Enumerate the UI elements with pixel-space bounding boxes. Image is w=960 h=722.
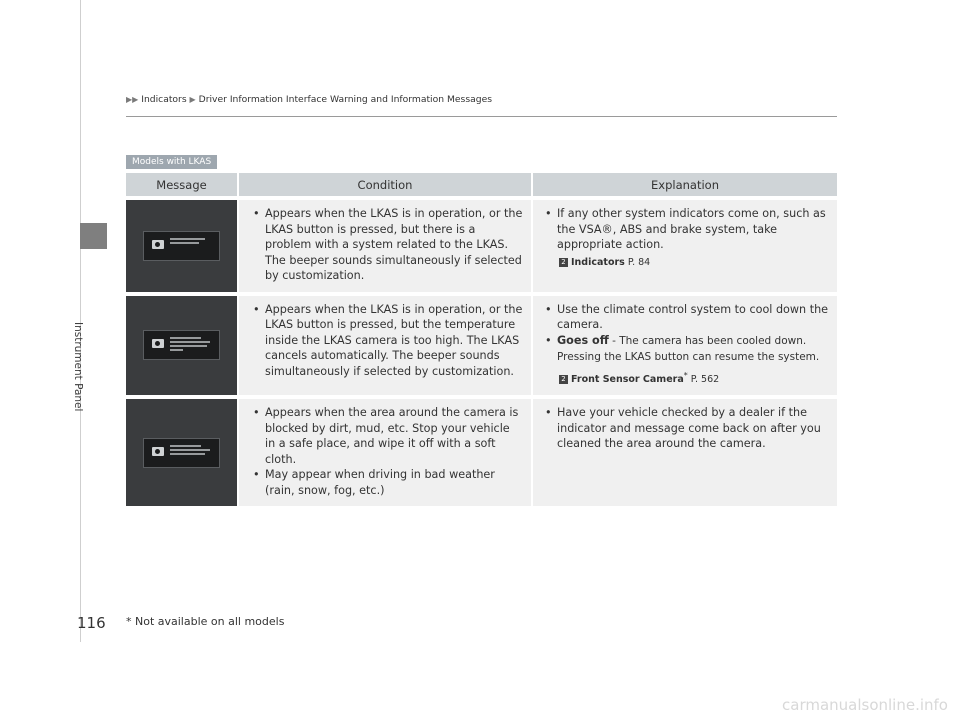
page-reference[interactable] [543,368,829,388]
condition-bullet: • Appears when the LKAS is in operation, or the LKAS button is pressed, but there is a problem with a system related to the LKAS. The beeper sounds simultaneously if selected by customization. [251,206,523,284]
condition-bullet: • Appears when the area around the camera is blocked by dirt, mud, etc. Stop your vehicle in a safe place, and wipe it off with a soft cloth. [251,405,523,467]
breadcrumb-arrow-icon: ▶▶ [126,95,139,104]
camera-blocked-display [143,438,220,468]
header-message: Message [126,173,237,196]
header-explanation: Explanation [531,173,837,196]
reference-footnote-star: * [683,370,688,380]
models-badge: Models with LKAS [126,155,217,169]
goes-off-text: - The camera has been cooled down. Pressing the LKAS button can resume the system. [557,334,820,363]
explanation-bullet: • Use the climate control system to cool down the camera. [543,302,829,333]
sidebar-section-label: Instrument Panel [72,322,84,412]
message-display-image [126,395,237,506]
section-tab-marker [80,223,107,249]
condition-cell [237,196,531,292]
message-table [126,173,837,506]
explanation-bullet [543,333,829,366]
breadcrumb-indicators-link[interactable]: Indicators [141,94,187,105]
explanation-bullet: • If any other system indicators come on, such as the VSA®, ABS and brake system, take appropriate action. [543,206,829,253]
page-reference[interactable] [543,255,829,271]
camera-icon [152,339,164,348]
watermark: carmanualsonline.info [782,696,948,714]
explanation-bullet: • Have your vehicle checked by a dealer if the indicator and message come back on after you cleaned the area around the camera. [543,405,829,452]
camera-temperature-display [143,330,220,360]
reference-arrow-icon: 2 [559,258,568,267]
table-row [126,292,837,396]
reference-arrow-icon: 2 [559,375,568,384]
breadcrumb-current: Driver Information Interface Warning and Information Messages [198,94,493,105]
header-rule [126,116,837,117]
breadcrumb-arrow-icon: ▶ [189,95,196,104]
condition-bullet: • May appear when driving in bad weather (rain, snow, fog, etc.) [251,467,523,498]
header-condition: Condition [237,173,531,196]
reference-title[interactable]: Front Sensor Camera [571,373,684,385]
table-row [126,196,837,292]
lkas-icon [152,240,164,249]
breadcrumb [126,94,492,105]
page-number: 116 [77,614,106,632]
camera-icon [152,447,164,456]
explanation-cell [531,395,837,506]
reference-title[interactable]: Indicators [571,256,625,268]
explanation-cell [531,292,837,396]
condition-cell [237,395,531,506]
message-display-image [126,196,237,292]
footnote: * Not available on all models [126,615,285,628]
reference-page: P. 84 [627,256,651,268]
goes-off-label: Goes off [557,333,609,347]
condition-bullet: • Appears when the LKAS is in operation, or the LKAS button is pressed, but the temperature inside the LKAS camera is too high. The LKAS cancels automatically. The beeper sounds simultaneously if selected by customization. [251,302,523,380]
condition-cell [237,292,531,396]
explanation-cell [531,196,837,292]
reference-page: P. 562 [690,373,720,385]
lkas-problem-display [143,231,220,261]
table-row [126,395,837,506]
table-header-row [126,173,837,196]
message-display-image [126,292,237,396]
sidebar-divider [80,0,81,642]
